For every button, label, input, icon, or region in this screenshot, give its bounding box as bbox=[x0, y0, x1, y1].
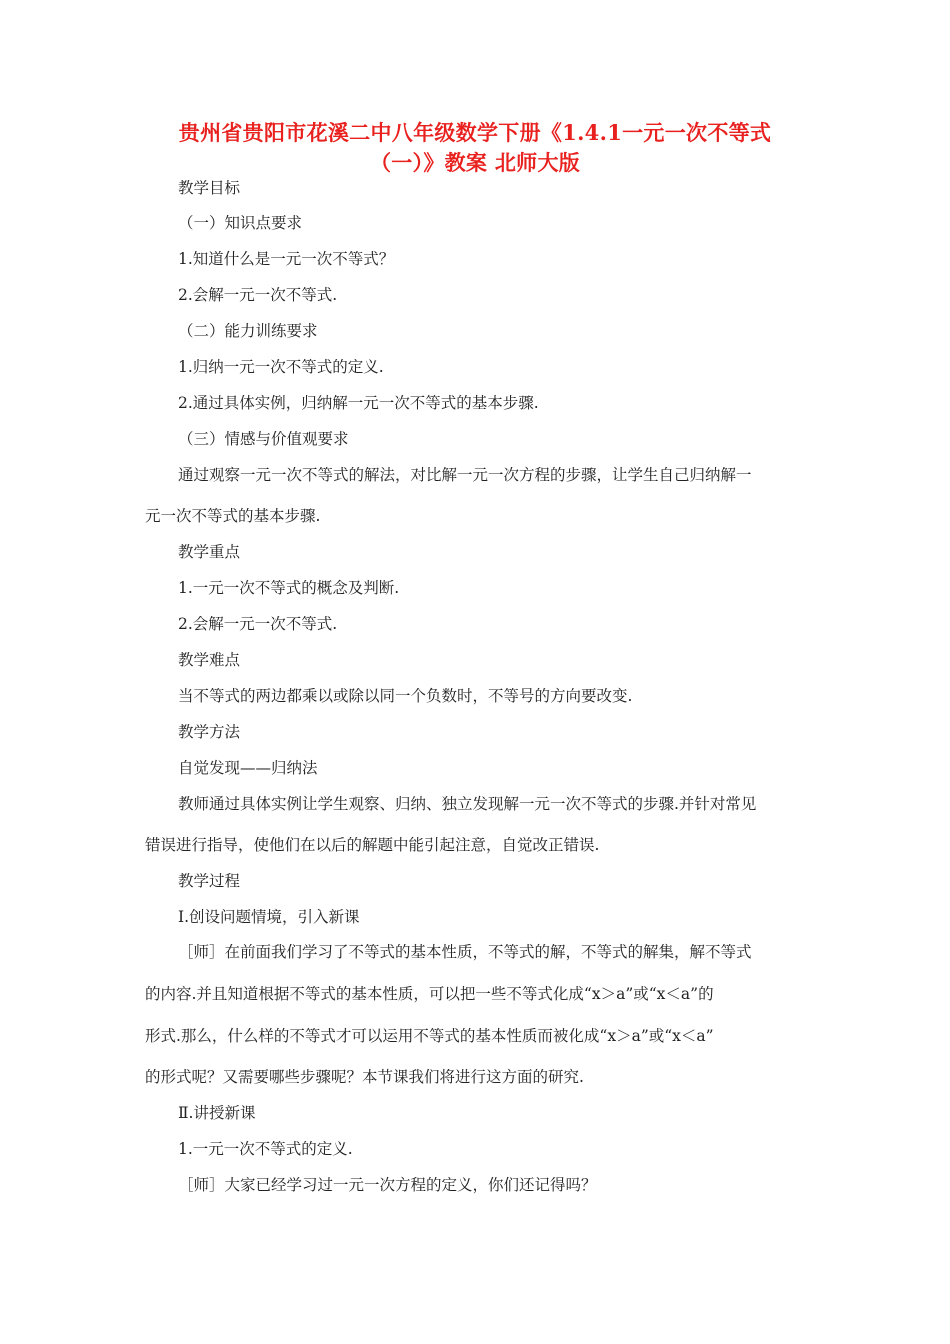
heading-method: 教学方法 bbox=[178, 723, 241, 741]
subheading-ability: （二）能力训练要求 bbox=[178, 322, 318, 340]
paragraph-line: 元一次不等式的基本步骤. bbox=[145, 507, 321, 525]
text-line: 1.一元一次不等式的定义. bbox=[178, 1140, 353, 1158]
text-line: 2.通过具体实例，归纳解一元一次不等式的基本步骤. bbox=[178, 394, 539, 412]
paragraph-line: 错误进行指导，使他们在以后的解题中能引起注意，自觉改正错误. bbox=[145, 836, 600, 854]
text-line: 1.归纳一元一次不等式的定义. bbox=[178, 358, 384, 376]
text-line: 2.会解一元一次不等式. bbox=[178, 615, 338, 633]
heading-process: 教学过程 bbox=[178, 872, 241, 890]
section-heading: Ⅰ.创设问题情境，引入新课 bbox=[178, 908, 360, 926]
section-heading: Ⅱ.讲授新课 bbox=[178, 1104, 256, 1122]
title-line-1: 贵州省贵阳市花溪二中八年级数学下册《1.4.1一元一次不等式 bbox=[178, 120, 772, 145]
paragraph-line: ［师］在前面我们学习了不等式的基本性质，不等式的解，不等式的解集，解不等式 bbox=[178, 943, 752, 961]
text-line: 自觉发现——归纳法 bbox=[178, 759, 318, 777]
paragraph-line: 的形式呢？又需要哪些步骤呢？本节课我们将进行这方面的研究. bbox=[145, 1068, 584, 1086]
paragraph-line: 的内容.并且知道根据不等式的基本性质，可以把一些不等式化成“x＞a”或“x＜a”的 bbox=[145, 985, 714, 1003]
document-title bbox=[145, 118, 805, 178]
paragraph-line: 通过观察一元一次不等式的解法，对比解一元一次方程的步骤，让学生自己归纳解一 bbox=[178, 466, 752, 484]
text-line: 1.一元一次不等式的概念及判断. bbox=[178, 579, 400, 597]
text-line: ［师］大家已经学习过一元一次方程的定义，你们还记得吗？ bbox=[178, 1176, 597, 1194]
heading-key-points: 教学重点 bbox=[178, 543, 241, 561]
text-line: 2.会解一元一次不等式. bbox=[178, 286, 338, 304]
heading-difficulty: 教学难点 bbox=[178, 651, 241, 669]
subheading-emotion: （三）情感与价值观要求 bbox=[178, 430, 349, 448]
heading-teaching-goals: 教学目标 bbox=[178, 179, 241, 197]
paragraph-line: 形式.那么，什么样的不等式才可以运用不等式的基本性质而被化成“x＞a”或“x＜a” bbox=[145, 1027, 714, 1045]
title-line-2: （一）》教案 北师大版 bbox=[369, 150, 581, 175]
text-line: 当不等式的两边都乘以或除以同一个负数时，不等号的方向要改变. bbox=[178, 687, 633, 705]
subheading-knowledge: （一）知识点要求 bbox=[178, 214, 303, 232]
text-line: 1.知道什么是一元一次不等式？ bbox=[178, 250, 395, 268]
paragraph-line: 教师通过具体实例让学生观察、归纳、独立发现解一元一次不等式的步骤.并针对常见 bbox=[178, 795, 757, 813]
